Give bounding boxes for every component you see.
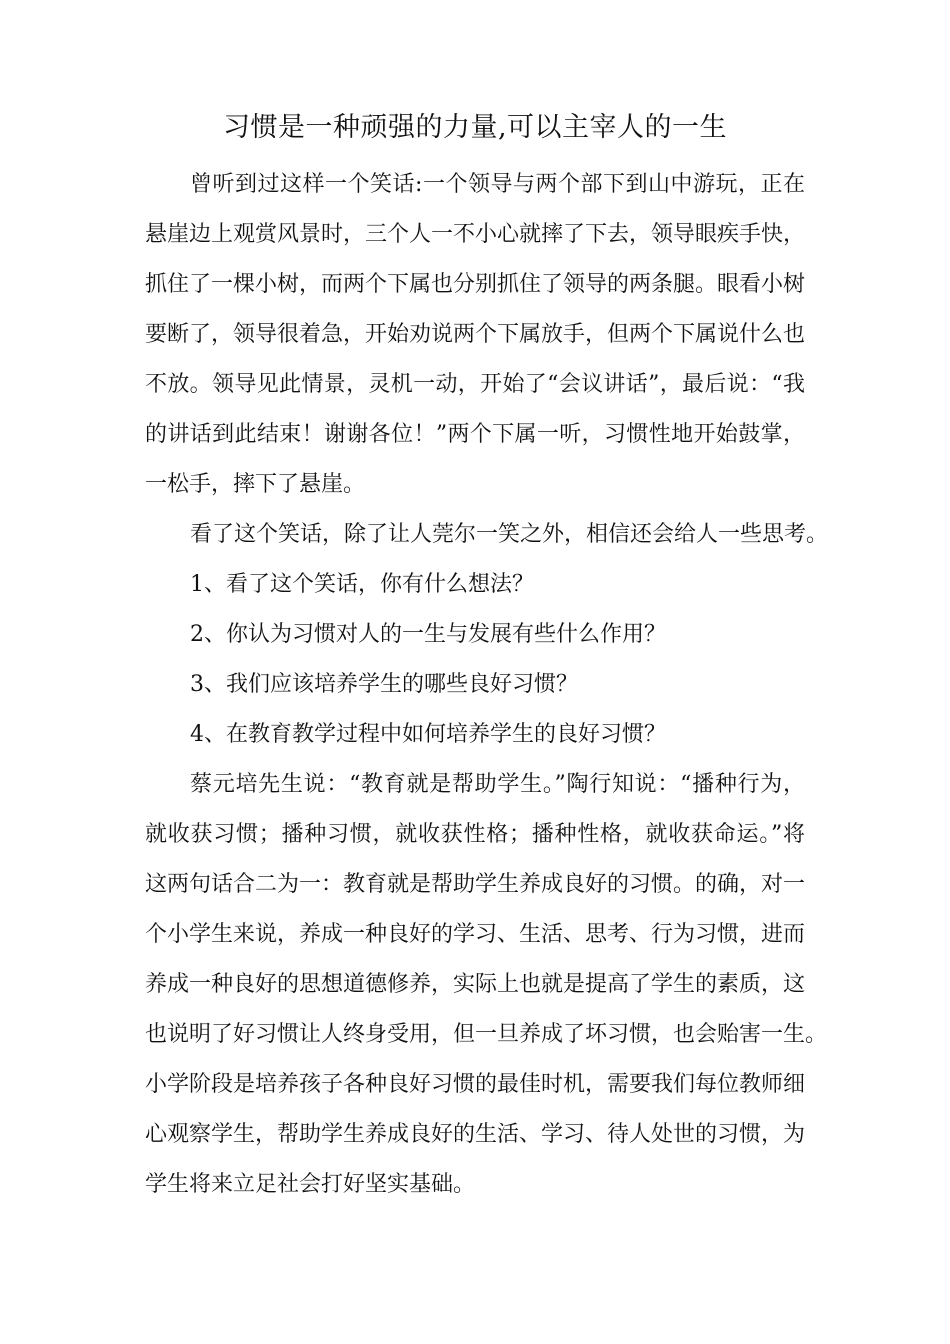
text-line: 个小学生来说，养成一种良好的学习、生活、思考、行为习惯，进而 (145, 922, 806, 947)
text-line: 养成一种良好的思想道德修养，实际上也就是提高了学生的素质，这 (145, 972, 806, 997)
text-line: 小学阶段是培养孩子各种良好习惯的最佳时机，需要我们每位教师细 (145, 1072, 806, 1097)
text-line: 抓住了一棵小树，而两个下属也分别抓住了领导的两条腿。眼看小树 (145, 272, 806, 297)
text-line: 看了这个笑话，除了让人莞尔一笑之外，相信还会给人一些思考。 (190, 522, 829, 547)
text-line: 一松手，摔下了悬崖。 (145, 472, 366, 497)
text-line: 就收获习惯；播种习惯，就收获性格；播种性格，就收获命运。”将 (145, 822, 805, 847)
question-item: 2、你认为习惯对人的一生与发展有些什么作用？ (190, 622, 666, 647)
text-line: 蔡元培先生说：“教育就是帮助学生。”陶行知说：“播种行为， (190, 772, 805, 797)
text-line: 也说明了好习惯让人终身受用，但一旦养成了坏习惯，也会贻害一生。 (145, 1022, 828, 1047)
text-line: 曾听到过这样一个笑话:一个领导与两个部下到山中游玩，正在 (190, 172, 805, 197)
question-item: 4、在教育教学过程中如何培养学生的良好习惯？ (190, 722, 666, 747)
text-line: 学生将来立足社会打好坚实基础。 (145, 1172, 476, 1197)
question-item: 1、看了这个笑话，你有什么想法？ (190, 572, 534, 597)
text-line: 心观察学生，帮助学生养成良好的生活、学习、待人处世的习惯，为 (145, 1122, 806, 1147)
text-line: 悬崖边上观赏风景时，三个人一不小心就摔了下去，领导眼疾手快， (145, 222, 806, 247)
text-line: 的讲话到此结束！谢谢各位！”两个下属一听，习惯性地开始鼓掌， (145, 422, 805, 447)
text-line: 要断了，领导很着急，开始劝说两个下属放手，但两个下属说什么也 (145, 322, 806, 347)
document-title: 习惯是一种顽强的力量,可以主宰人的一生 (222, 112, 728, 143)
text-line: 这两句话合二为一：教育就是帮助学生养成良好的习惯。的确，对一 (145, 872, 806, 897)
question-item: 3、我们应该培养学生的哪些良好习惯？ (190, 672, 578, 697)
text-line: 不放。领导见此情景，灵机一动，开始了“会议讲话”，最后说：“我 (145, 372, 805, 397)
